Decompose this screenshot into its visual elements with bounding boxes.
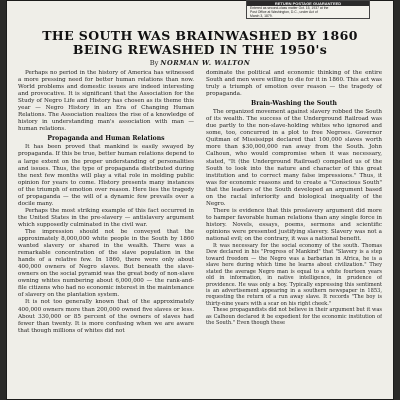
article-headline <box>18 29 382 57</box>
article-byline <box>18 59 382 67</box>
section-heading: Brain-Washing the South <box>251 100 337 108</box>
postal-notice-line-2: Post Office at Washington, D.C., under Act of <box>250 10 318 14</box>
paragraph: Perhaps no period in the history of America has witnessed a more pressing need for better human relations than now. World problems and domestic issues are indeed interesting and provocative. It is significant that the Association for the Study of Negro Life and History has chosen as its theme this year — Negro History in an Era of Changing Human Relations. The Association realizes the rise of a knowledge of history in understanding man's association with man — human relations. <box>18 70 194 133</box>
paragraph: Perhaps the most striking example of this fact occurred in the United States in the pre-slavery — antislavery argument which supposedly culminated in the civil war. <box>18 207 194 228</box>
postal-notice-text <box>247 6 369 18</box>
author-name: NORMAN W. WALTON <box>160 59 251 67</box>
postal-notice-heading: RETURN POSTAGE GUARANTEED <box>247 1 369 6</box>
paragraph: The impression should not be conveyed that the approximately 8,000,000 white people in the South by 1860 wanted slavery or shared in the wealth. There was a remarkable concentration of the slave population in the hands of a relative few. In 1860, there were only about 400,000 owners of Negro slaves. But beneath the slave-owners on the social pyramid was the great body of non-slave owning whites numbering about 6,000,000 — the rank-and-file citizens who had no economic interest in the maintenance of slavery on the plantation system. <box>18 228 194 299</box>
paragraph: There is evidence that this proslavery argument did more to hamper favorable human relations than any single force in history. Novels, essays, poems, sermons and scientific opinions were presented justifying slavery. Slavery was not a national evil; on the contrary, it was a national benefit. <box>206 207 382 243</box>
postal-notice-box <box>246 0 370 19</box>
paragraph: It has been proved that mankind is easily swayed by propaganda. If this be true, better human relations depend to a large extent on the proper understanding of personalities and issues. Thus, the type of propaganda distributed during the next few months will play a vital role in molding public opinion for years to come. History presents many instances of the triumph of emotion over reason. Here lies the tragedy of propaganda — the will of a dynamic few prevails over a docile many. <box>18 144 194 207</box>
section-heading: Propaganda and Human Relations <box>47 135 165 143</box>
left-column <box>18 70 194 400</box>
right-column <box>206 70 382 400</box>
paragraph: The organized movement against slavery robbed the South of its wealth. The success of the Underground Railroad was due partly to the non-slave-holding whites who ignored and some, too, concurred in a plot to free Negroes. Governor Quitman of Mississippi declared that 100,000 slaves worth more than $30,000,000 ran away from the South. John Calhoun, who would compromise when it was necessary, stated, "It (the Underground Railroad) compelled us of the South to look into the nature and character of this great institution and to correct many false impressions." Thus, it was for economic reasons and to create a "Conscious South" that the leaders of the South developed an argument based on the racial inferiority and biological inequality of the Negro. <box>206 109 382 207</box>
paragraph: It is not too generally known that of the approximately 400,000 owners more than 200,000 owned five slaves or less. About 330,000 or 85 percent of the owners of slaves had fewer than twenty. It is more confusing when we are aware that though millions of whites did not <box>18 299 194 334</box>
paragraph: dominate the political and economic thinking of the entire South and men were willing to die for it in 1860. This act was truly a triumph of emotion over reason — the tragedy of propaganda. <box>206 70 382 98</box>
postal-notice-line-3: March 3, 1879. <box>250 14 273 18</box>
paragraph: It was necessary for the social economy of the south. Thomas Dew declared in his "Progress of Mankind" that "Slavery is a step toward freedom — the Negro was a barbarian in Africa, he is a slave here during which time he learns about civilization." They stated the average Negro man is equal to a white fourteen years old in information, in native intelligence, in prudence of providence. He was only a boy. Typically expressing this sentiment is an advertisement appearing in a southern newspaper in 1853, requesting the return of a run away slave. It records "The boy is thirty-nine years with a scar on his right cheek." <box>206 243 382 307</box>
byline-prefix: By <box>149 59 159 67</box>
postal-notice-line-1: Entered as second-class matter Oct. 15, 1937 at the <box>250 6 329 10</box>
headline-line-1: THE SOUTH WAS BRAINWASHED BY 1860 <box>42 28 358 43</box>
newspaper-page <box>6 0 394 400</box>
paragraph: These propagandists did not believe in their argument but it was as Calhoun declared it be expedient for the economic institution of the South." Even though these <box>206 307 382 326</box>
headline-line-2: BEING REWASHED IN THE 1950's <box>72 42 328 57</box>
